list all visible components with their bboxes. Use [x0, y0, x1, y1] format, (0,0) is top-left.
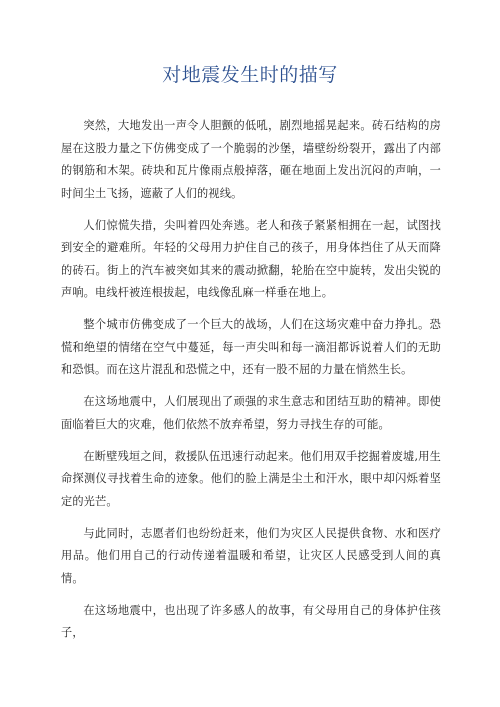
- paragraph-4: 在这场地震中，人们展现出了顽强的求生意志和团结互助的精神。即使面临着巨大的灾难，他们依然不放弃希望，努力寻找生存的可能。: [61, 395, 441, 431]
- document-title: 对地震发生时的描写: [162, 64, 338, 86]
- paragraph-7: 在这场地震中，也出现了许多感人的故事，有父母用自己的身体护住孩子，: [61, 603, 441, 639]
- paragraph-6: 与此同时，志愿者们也纷纷赶来，他们为灾区人民提供食物、水和医疗用品。他们用自己的行动传递着温暖和希望，让灾区人民感受到人间的真情。: [61, 526, 441, 585]
- paragraph-5: 在断壁残垣之间，救援队伍迅速行动起来。他们用双手挖掘着废墟,用生命探测仪寻找着生命的迹象。他们的脸上满是尘土和汗水，眼中却闪烁着坚定的光芒。: [61, 449, 441, 508]
- paragraph-1: 突然，大地发出一声令人胆颤的低吼，剧烈地摇晃起来。砖石结构的房屋在这股力量之下仿佛变成了一个脆弱的沙堡，墙壁纷纷裂开，露出了内部的钢筋和木架。砖块和瓦片像雨点般掉落，砸在地面上发出沉闷的声响，一时间尘土飞扬，遮蔽了人们的视线。: [61, 119, 441, 200]
- paragraph-2: 人们惊慌失措，尖叫着四处奔逃。老人和孩子紧紧相拥在一起，试图找到安全的避难所。年轻的父母用力护住自己的孩子，用身体挡住了从天而降的砖石。街上的汽车被突如其来的震动掀翻，轮胎在空中旋转，发出尖锐的声响。电线杆被连根拔起，电线像乱麻一样垂在地上。: [61, 218, 441, 299]
- paragraph-3: 整个城市仿佛变成了一个巨大的战场，人们在这场灾难中奋力挣扎。恐慌和绝望的情绪在空气中蔓延，每一声尖叫和每一滴泪都诉说着人们的无助和恐惧。而在这片混乱和恐慌之中，还有一股不屈的力量在悄然生长。: [61, 318, 441, 376]
- document-body: [61, 115, 441, 654]
